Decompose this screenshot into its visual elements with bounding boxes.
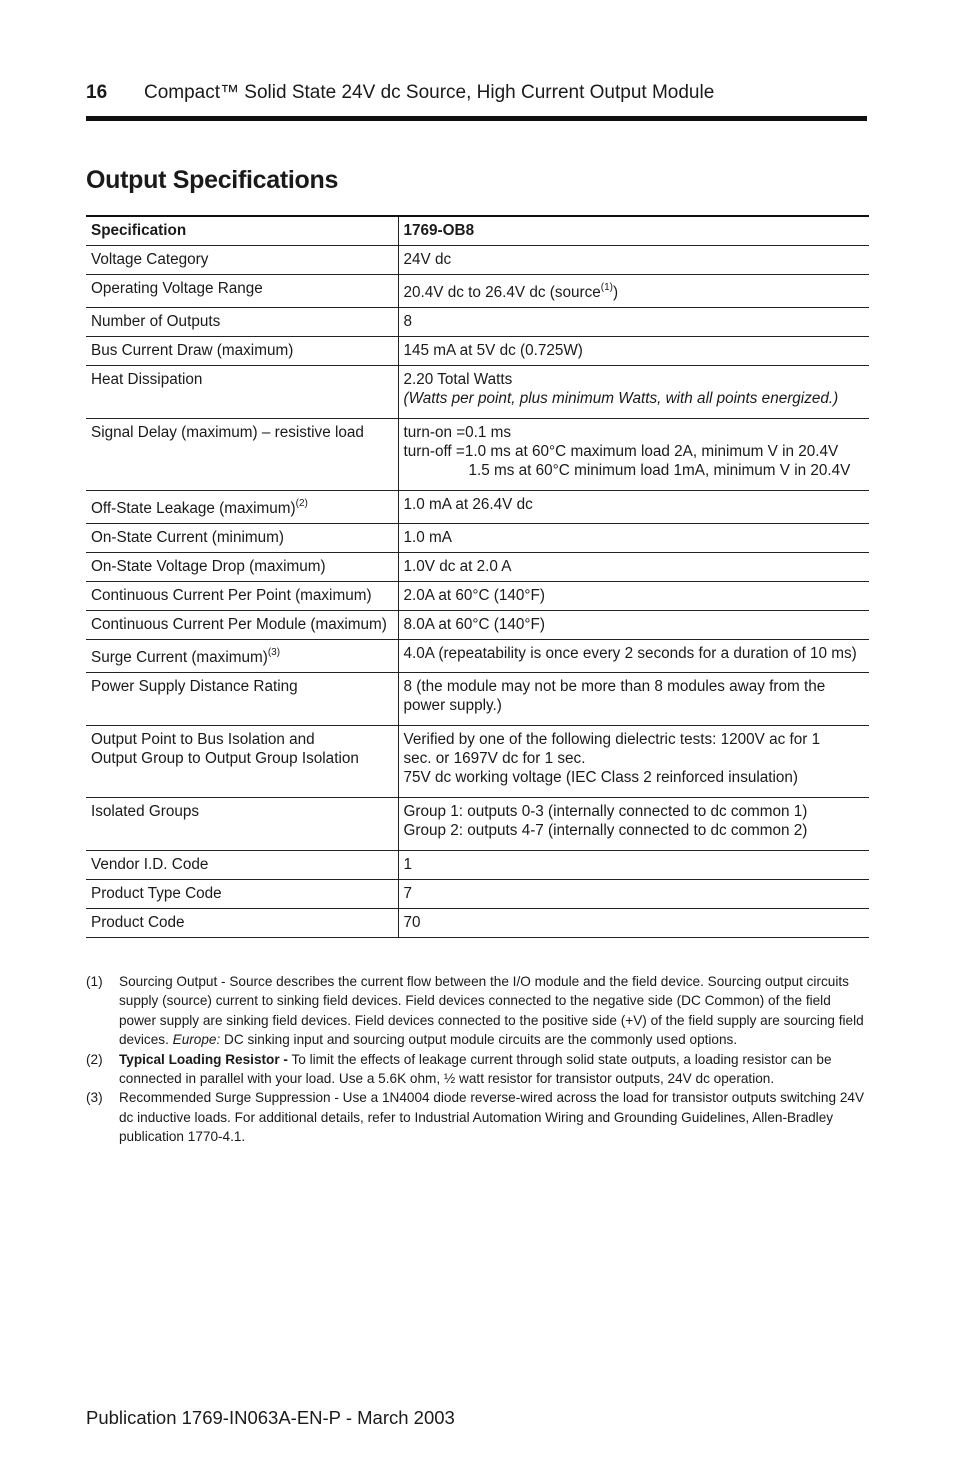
value-line: turn-off =1.0 ms at 60°C maximum load 2A, minimum V in 20.4V: [403, 443, 839, 460]
value-cell: 1.0V dc at 2.0 A: [398, 553, 869, 582]
value-text-after: ): [613, 284, 619, 301]
value-line: sec. or 1697V dc for 1 sec.: [403, 750, 586, 767]
spec-cell: Operating Voltage Range: [86, 275, 398, 308]
table-row: [86, 491, 869, 524]
spec-cell: [86, 726, 398, 798]
value-line-italic: (Watts per point, plus minimum Watts, with all points energized.): [403, 390, 839, 407]
value-cell: [398, 366, 869, 419]
table-row: [86, 673, 869, 726]
header-rule: [86, 116, 867, 121]
value-text: 20.4V dc to 26.4V dc (source: [403, 284, 601, 301]
spec-text: Surge Current (maximum): [91, 649, 268, 666]
spec-line: Output Group to Output Group Isolation: [91, 750, 359, 767]
value-cell: 1.0 mA: [398, 524, 869, 553]
table-row: [86, 640, 869, 673]
table-row: [86, 851, 869, 880]
table-row: [86, 726, 869, 798]
spec-cell: Voltage Category: [86, 246, 398, 275]
value-cell: 2.0A at 60°C (140°F): [398, 582, 869, 611]
spec-cell: Product Type Code: [86, 880, 398, 909]
footnote-2: [86, 1050, 868, 1089]
table-row: [86, 419, 869, 491]
running-title: Compact™ Solid State 24V dc Source, High Current Output Module: [144, 82, 715, 103]
value-cell: 7: [398, 880, 869, 909]
spec-cell: [86, 491, 398, 524]
value-cell: [398, 726, 869, 798]
table-row: [86, 337, 869, 366]
spec-line: Output Point to Bus Isolation and: [91, 731, 315, 748]
spec-cell: Signal Delay (maximum) – resistive load: [86, 419, 398, 491]
value-cell: 8.0A at 60°C (140°F): [398, 611, 869, 640]
value-cell: [398, 673, 869, 726]
value-cell: 145 mA at 5V dc (0.725W): [398, 337, 869, 366]
footnote-text-after: DC sinking input and sourcing output module circuits are the commonly used options.: [220, 1032, 738, 1048]
value-line: 75V dc working voltage (IEC Class 2 reinforced insulation): [403, 769, 799, 786]
value-cell: 8: [398, 308, 869, 337]
table-row: [86, 275, 869, 308]
column-header-specification: Specification: [86, 216, 398, 246]
spec-cell: Isolated Groups: [86, 798, 398, 851]
publication-footer: Publication 1769-IN063A-EN-P - March 2003: [86, 1407, 455, 1428]
table-row: [86, 524, 869, 553]
footnote-text: To limit the effects of leakage current through solid state outputs, a loading resistor can be connected in parallel with your load. Use a 5.6K ohm, ½ watt resistor for transistor outputs, 24V dc operation.: [119, 1051, 832, 1087]
footnote-bold: Typical Loading Resistor -: [119, 1051, 288, 1067]
spec-table: [86, 215, 869, 938]
spec-cell: Bus Current Draw (maximum): [86, 337, 398, 366]
table-row: [86, 553, 869, 582]
footnote-3: [86, 1088, 868, 1146]
footnote-number: (3): [86, 1090, 103, 1106]
value-cell: 1: [398, 851, 869, 880]
column-header-model: 1769-OB8: [398, 216, 869, 246]
running-header: [86, 82, 867, 108]
spec-cell: Number of Outputs: [86, 308, 398, 337]
footnote-number: (2): [86, 1051, 103, 1067]
table-row: [86, 611, 869, 640]
spec-cell: Continuous Current Per Module (maximum): [86, 611, 398, 640]
value-line: 2.20 Total Watts: [403, 371, 513, 388]
footnote-ref: (2): [295, 497, 308, 509]
spec-cell: On-State Current (minimum): [86, 524, 398, 553]
section-title: Output Specifications: [86, 166, 339, 194]
spec-cell: Product Code: [86, 909, 398, 938]
footnote-ref: (3): [267, 646, 281, 658]
spec-cell: Heat Dissipation: [86, 366, 398, 419]
spec-cell: Vendor I.D. Code: [86, 851, 398, 880]
table-row: [86, 582, 869, 611]
page-number: 16: [86, 82, 108, 103]
value-cell: 4.0A (repeatability is once every 2 seconds for a duration of 10 ms): [398, 640, 869, 673]
value-cell: [398, 419, 869, 491]
table-row: [86, 308, 869, 337]
table-header-row: [86, 216, 869, 246]
spec-cell: Power Supply Distance Rating: [86, 673, 398, 726]
table-row: [86, 909, 869, 938]
footnote-ref: (1): [600, 281, 614, 293]
value-line: turn-on =0.1 ms: [403, 424, 512, 441]
value-line: Verified by one of the following dielectric tests: 1200V ac for 1: [403, 731, 821, 748]
footnote-number: (1): [86, 974, 103, 989]
value-cell: 1.0 mA at 26.4V dc: [398, 491, 869, 524]
value-cell: [398, 798, 869, 851]
footnote-1: [86, 972, 868, 1050]
table-row: [86, 366, 869, 419]
value-line: Group 2: outputs 4-7 (internally connected to dc common 2): [403, 822, 808, 839]
spec-cell: Continuous Current Per Point (maximum): [86, 582, 398, 611]
value-line: 1.5 ms at 60°C minimum load 1mA, minimum V in 20.4V: [468, 462, 851, 479]
table-row: [86, 798, 869, 851]
footnote-italic: Europe:: [172, 1032, 221, 1048]
table-row: [86, 880, 869, 909]
spec-text: Off-State Leakage (maximum): [91, 500, 296, 517]
value-cell: 70: [398, 909, 869, 938]
spec-cell: [86, 640, 398, 673]
spec-cell: On-State Voltage Drop (maximum): [86, 553, 398, 582]
value-line: power supply.): [403, 697, 502, 714]
footnotes: [86, 972, 868, 1147]
footnote-text: Recommended Surge Suppression - Use a 1N4004 diode reverse-wired across the load for transistor outputs switching 24V dc inductive loads. For additional details, refer to Industrial Automation Wiring and Grounding Guidelines, Allen-Bradley publication 1770-4.1.: [119, 1090, 865, 1145]
value-line: Group 1: outputs 0-3 (internally connected to dc common 1): [403, 803, 808, 820]
value-cell: [398, 275, 869, 308]
footnote-text: Sourcing Output - Source describes the current flow between the I/O module and the field device. Sourcing output circuits supply (source) current to sinking field devices. Field devices connected to the negative side (DC Common) of the field power supply are sinking field devices. Field devices connected to the positive side (+V) of the field supply are sourcing field devices.: [119, 974, 864, 1048]
value-line: 8 (the module may not be more than 8 modules away from the: [403, 678, 826, 695]
table-row: [86, 246, 869, 275]
value-cell: 24V dc: [398, 246, 869, 275]
